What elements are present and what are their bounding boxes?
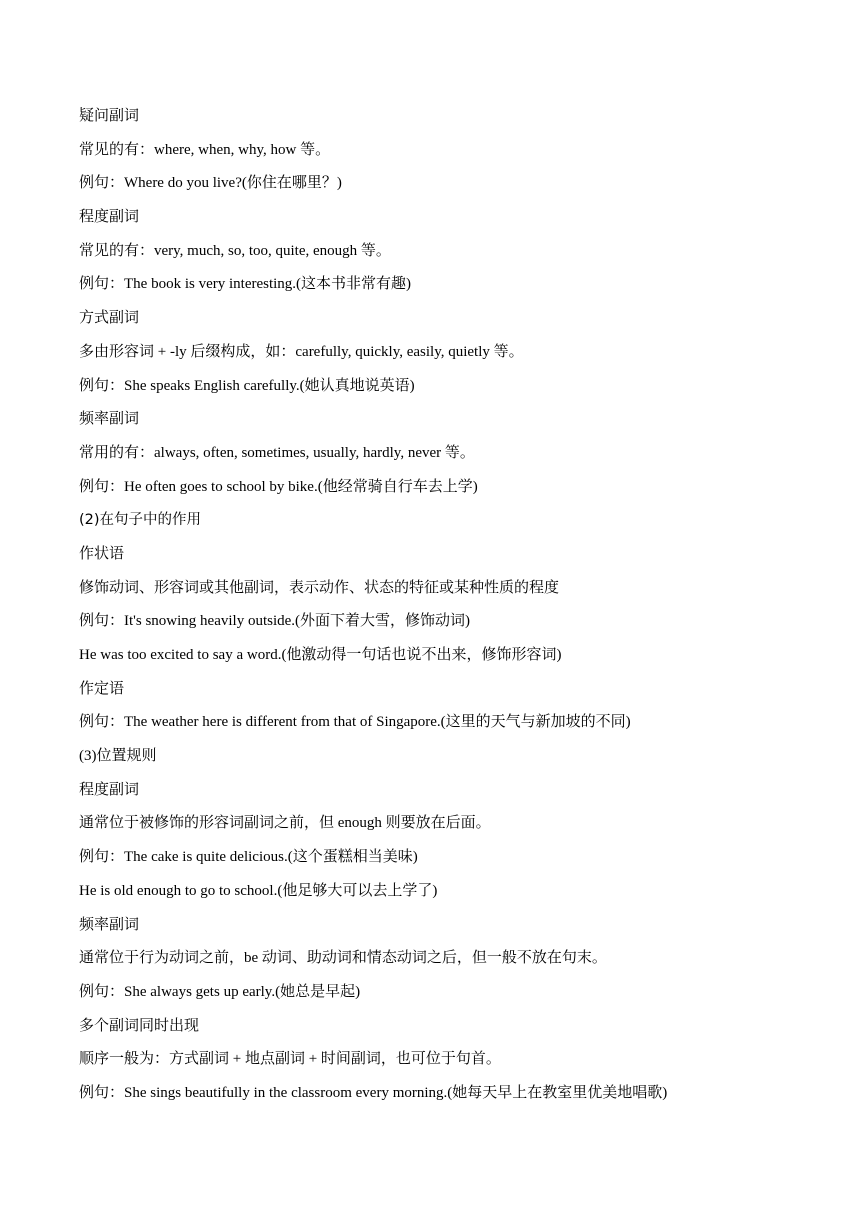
example-line: 例句：The cake is quite delicious.(这个蛋糕相当美味) <box>79 849 418 866</box>
example-line: 例句：She speaks English carefully.(她认真地说英语) <box>79 377 415 394</box>
example-line: 例句：It's snowing heavily outside.(外面下着大雪，修饰动词) <box>79 613 471 630</box>
example-line: He was too excited to say a word.(他激动得一句话也说不出来，修饰形容词) <box>79 647 562 663</box>
example-line: 例句：She sings beautifully in the classroom every morning.(她每天早上在教室里优美地唱歌) <box>79 1084 668 1101</box>
heading-frequency-adverbs: 频率副词 <box>79 411 140 428</box>
heading-attributive: 作定语 <box>79 680 125 697</box>
text-line: 通常位于行为动词之前，be 动词、助动词和情态动词之后，但一般不放在句末。 <box>79 950 607 967</box>
example-line: 例句：He often goes to school by bike.(他经常骑自行车去上学) <box>79 478 478 495</box>
heading-multiple-adverbs: 多个副词同时出现 <box>79 1017 200 1034</box>
text-line: 修饰动词、形容词或其他副词，表示动作、状态的特征或某种性质的程度 <box>79 579 560 596</box>
example-line: 例句：Where do you live?(你住在哪里？) <box>79 175 342 192</box>
section-heading-position-rules: (3)位置规则 <box>79 748 157 765</box>
heading-degree-adverbs: 程度副词 <box>79 209 140 226</box>
text-line: 常用的有：always, often, sometimes, usually, hardly, never 等。 <box>79 444 475 461</box>
heading-adverbial: 作状语 <box>79 545 125 562</box>
text-line: 常见的有：where, when, why, how 等。 <box>79 141 331 158</box>
text-line: 多由形容词 + -ly 后缀构成，如：carefully, quickly, easily, quietly 等。 <box>79 343 524 360</box>
document-body <box>79 103 799 1114</box>
example-line: 例句：The book is very interesting.(这本书非常有趣) <box>79 276 412 293</box>
heading-interrogative-adverbs: 疑问副词 <box>79 108 140 124</box>
text-line: 常见的有：very, much, so, too, quite, enough 等。 <box>79 242 391 259</box>
example-line: 例句：She always gets up early.(她总是早起) <box>79 983 361 1000</box>
text-line: 通常位于被修饰的形容词副词之前，但 enough 则要放在后面。 <box>79 815 491 832</box>
heading-manner-adverbs: 方式副词 <box>79 310 140 327</box>
example-line: 例句：The weather here is different from that of Singapore.(这里的天气与新加坡的不同) <box>79 714 631 731</box>
section-heading-function: (2)在句子中的作用 <box>79 512 202 529</box>
example-line: He is old enough to go to school.(他足够大可以去上学了) <box>79 882 438 899</box>
heading-frequency-adverbs: 频率副词 <box>79 916 140 933</box>
heading-degree-adverbs: 程度副词 <box>79 781 140 798</box>
text-line: 顺序一般为：方式副词 + 地点副词 + 时间副词，也可位于句首。 <box>79 1051 501 1068</box>
